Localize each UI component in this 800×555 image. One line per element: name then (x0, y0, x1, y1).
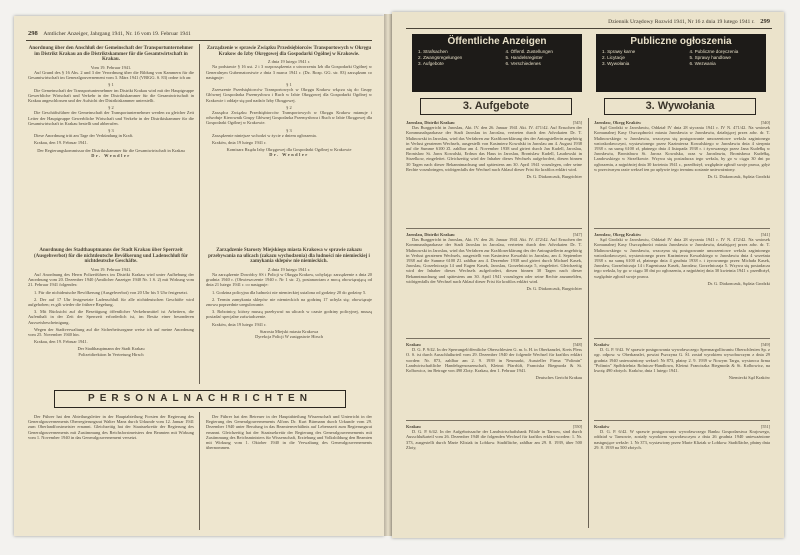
index-item: 5. Handelsregister (505, 55, 543, 60)
notice-number: [549] (760, 342, 770, 347)
right-page-header (408, 18, 770, 25)
public-notices-box-de (412, 34, 582, 92)
left-page-header (28, 30, 191, 37)
box-title: Öffentliche Anzeigen (447, 36, 547, 47)
notice-signature: Deutsches Gericht Krakau (535, 375, 582, 381)
paragraph: Auf Grund des § 16 Abs. 2 und 3 der Verordnung über die Bildung von Kammern für die Gesamtwirtschaft im Generalgouvernement vom 3. März 1941 (VBlGG. S. 83) ordne ich an: (28, 69, 194, 81)
paragraph: Der Führer hat den Betreuer in der Hauptabteilung Wissenschaft und Unterricht in der Regierung des Generalgouvernements Alfons Dr. Kurt Bürmann durch Urkunde vom 29. Dezember 1940 unter Berufung in das Beamtenverhältnis auf Lebenszeit zum Regierungsrat ernannt. Gleichzeitig hat der Staatssekretär der Regierung des Generalgouvernements mit Zustimmung des Reichsministers für Wissenschaft, Erziehung und Volksbildung den Beamten mit Wirkung vom 1. Oktober 1940 in die Verwaltung des Generalgouvernements übernommen. (206, 414, 372, 451)
ordinance-date: Vom 19. Februar 1941. (90, 266, 132, 272)
right-page (392, 12, 784, 538)
notice-court: Jarosław, Okręg Kraków (594, 232, 642, 237)
place-date: Kraków, dnia 19 lutego 1941 r. (212, 140, 267, 146)
ordinance-date: Z dnia 19 lutego 1941 r. (267, 266, 311, 272)
signature-office: Komisarz Rządu Izby Okręgowej dla Gospodarki Ogólnej w Krakowie (226, 147, 352, 153)
notice-entry (594, 342, 770, 421)
index-item: 2. Licytacje (602, 55, 625, 60)
header-rule (26, 40, 372, 41)
ordinance-title: Anordnung des Stadthauptmanns der Stadt Krakau über Sperrzeit (Ausgehverbot) für die nichtdeutsche Bevölkerung und Ladenschluß für nichtdeutsche Geschäfte. (34, 248, 188, 265)
index-item: 6. Verschiedenes (505, 61, 541, 66)
notice-court: Jarosław, Okręg Kraków (594, 120, 642, 125)
signature-office: Der Regierungskommissar der Distriktskammer für die Gesamtwirtschaft in Krakau (37, 147, 185, 153)
signature-name: Dr. Wendler (269, 152, 309, 158)
notice-text: D. G. P. 6/42. In der Aufgebotssache der Landwirtschaftsbank Filiale in Tarnow, sind durch Ausschlußurteil vom 26. Dezember 1940 die folgenden Wechsel für kraftlos erklärt worden: 1. Nr. 373, ausgestellt durch Marie Klisiak in Lobkow. Stadtfläche, zahlbar am 29. 8. 1939, über 500 Zloty, (406, 429, 582, 450)
notice-text: D. G. P. 6/42. W sprawie postępowania wywoławczego Banku Gospodarstwa Krajowego, oddział w Tarnowie, zostały wyrokiem wywoławczym z dnia 26 grudnia 1940 unieważnione następujące weksle: 1. Nr 373, wystawiony przez Marie Kliziak w Lobkow. Stadtfläche, płatny dnia 29. 8. 1939 na 500 złotych. (594, 429, 770, 450)
ordinance-chamber-pl (206, 44, 372, 242)
column-divider (199, 44, 200, 384)
section-mark: § 2 (286, 104, 292, 110)
notice-court: Jaroslau, Distrikt Krakau (406, 120, 455, 125)
wywolania-column (594, 120, 770, 528)
paragraph: Wegen der Stadtverwaltung auf die Sicherheitsorgane weise ich auf meine Anordnung vom 25. November 1940 hin. (28, 326, 194, 338)
paragraph: Die Geschäftsführer der Gemeinschaft der Transportunternehmer werden zu gleicher Zeit Leiter der Hauptgruppe Gewerbliche Wirtschaft und Verkehr in der Distriktskammer für die Gesamtwirtschaft in Krakau bestellt und abberufen. (28, 110, 194, 126)
right-header-title: Dziennik Urzędowy Rozwid 1941, Nr 16 z dnia 19 lutego 1941 r. (608, 19, 755, 25)
header-rule (406, 28, 772, 29)
notice-entry (594, 232, 770, 339)
paragraph: Zarządzenie niniejsze wchodzi w życie z dniem ogłoszenia. (212, 132, 317, 138)
section-title-wywolania: 3. Wywołania (604, 98, 756, 115)
ordinance-curfew-pl (206, 246, 372, 384)
signature-office: Starosta Miejski miasta Krakowa (259, 328, 319, 334)
index-item: 3. Wywołania (602, 61, 630, 66)
notice-entry (406, 120, 582, 229)
paragraph: Die Gemeinschaft der Transportunternehmer im Distrikt Krakau wird mit der Hauptgruppe Gewerbliche Wirtschaft und Verkehr in der Distriktskammer für die Gesamtwirtschaft in Krakau angeschlossen und der Aufsicht der Distriktskammer unterstellt. (28, 87, 194, 103)
place-date: Krakau, den 19. Februar 1941. (34, 140, 88, 146)
section-mark: § 2 (108, 105, 114, 111)
ordinance-title: Anordnung über den Anschluß der Gemeinschaft der Transportunternehmer im Distrikt Krakau an die Distriktskammer für die Gesamtwirtschaft in Krakau. (28, 46, 194, 63)
column-divider (588, 118, 589, 528)
notice-court: Jaroslau, Distrikt Krakau (406, 232, 455, 237)
index-item: 1. Sprawy karne (602, 49, 636, 54)
notice-text: Sąd Grodzki w Jarosławiu, Oddział IV dnia 28 stycznia 1941 r. IV N. 472/42. Na wniosek Komunalnej Kasy Oszczędności miasta Jarosławia w Jarosławiu, działającej przez adw. dr. T. Malinowskiego w Jarosławiu, wszczyna się postępowanie umorzeniowe weksla zaginionego wnioskodawczyni, wystawionego przez Kazimierza Kowalskiego w Jarosławiu dnia 4 września 1938 r. na sumę 6100 zł, płatnego dnia 4 grudnia 1938 r. i żyrowanego przez Michała Kasek, Jarosław, Gorzelniczaja 14 i Eugeniusza Kasek, Jarosław, Gorzelniczaja 5. Wzywa się posiadacza tego weksla, by go w ciągu 30 dni po ogłoszeniu, a najpóźniej dnia 30 kwietnia 1941 r. przedłożył, względnie zgłosił swoje prawa. (594, 237, 770, 279)
index-item: 2. Zwangsregelungen (418, 55, 463, 60)
section-mark: § 3 (108, 128, 114, 134)
notice-signature: Dr. G. Diakonczuk, Burgrichter (526, 174, 582, 180)
box-title: Publiczne ogłoszenia (630, 36, 732, 47)
index-item: 1. Strafsachen (418, 49, 448, 54)
paragraph: 2. Der auf 17 Uhr festgesetzte Ladenschluß für alle nichtdeutschen Geschäfte wird aufgehoben; es gilt wieder die frühere Regelung. (28, 296, 194, 307)
index-item: 4. Öffentl. Zustellungen (505, 49, 553, 54)
notice-text: Sąd Grodzki w Jarosławiu, Oddział IV dnia 28 stycznia 1941 r. IV N. 471/42. Na wniosek Komunalnej Kasy Oszczędności miasta Jarosławia w Jarosławiu, działającej przez adw. dr. T. Malinowskiego w Jarosławiu, wszczyna się postępowanie umorzeniowe weksla zaginionego wnioskodawczyni, wystawionego przez Kazimierza Kowalskiego w Jarosławiu dnia 4 sierpnia 1938 r. na sumę 6100 zł, płatnego dnia 4 listopada 1938 r. i żyrowanego przez Jana Kudełkę w Jarosławiu, Bronisława St. Jarosz Kowalska, oraz w Jarosławiu, Bronisława Kudełkę, Landowskiego w Strzelkowie. Wzywa się posiadacza tego weksla, by go w ciągu 30 dni po ogłoszeniu, a najpóźniej dnia 30 kwietnia 1941 r., przedłożył, względnie zgłosił swoje prawa, gdyż w przeciwnym razie weksel ten po upływie tego terminu zostanie unieważniony. (594, 125, 770, 172)
aufgebote-column (406, 120, 582, 528)
public-notices-box-pl (596, 34, 766, 92)
notice-number: [540] (760, 120, 770, 125)
index-item: 6. Wezwania (689, 61, 716, 66)
section-mark: § 1 (286, 82, 292, 87)
notice-signature: Dr. G. Diakonczuk, Sędzia Grodzki (707, 174, 770, 180)
personal-notice-2 (206, 414, 372, 530)
paragraph: Na podstawie § 16 ust. 2 i 3 rozporządzenia o utworzeniu Izb dla Gospodarki Ogólnej w Generalnym Gubernatorstwie z dnia 3 marca 1941 r. (Dz. Rozp. GG. str. 83) zarządzam co następuje: (206, 64, 372, 80)
banner-title: PERSONALNACHRICHTEN (88, 393, 312, 404)
place-date: Krakau, den 19. Februar 1941. (34, 339, 88, 345)
box-index (412, 49, 582, 67)
ordinance-title: Zarządzenie Starosty Miejskiego miasta Krakowa w sprawie zakazu przebywania na ulicach (zakazu wychodzenia) dla ludności nie niemieckiej i zamykania sklepów nie niemieckich. (208, 248, 370, 265)
paragraph: 2. Termin zamykania sklepów nie niemieckich na godzinę 17 uchyla się; obowiązuje znowu poprzednie uregulowanie. (206, 296, 372, 307)
notice-entry (406, 342, 582, 421)
paragraph: 1. Godzina policyjna dla ludności nie niemieckiej ustalona od godziny 20 do godziny 5. (212, 289, 367, 295)
signature-name: Polizeidirektion In Vertretung Hirsch (78, 351, 144, 357)
index-item: 3. Aufgebote (418, 61, 444, 66)
place-date: Kraków, dnia 19 lutego 1941 r. (212, 321, 267, 327)
ordinance-curfew-de (28, 246, 194, 384)
paragraph: Zrzeszenie Przedsiębiorców Transportowych w Okręgu Krakow włącza się do Grupy Głównej Gospodarka Przemysłowa i Ruch w Izbie Okręgowej dla Gospodarki Ogólnej w Krakowie i oddaje się pod nadzór Izby Okręgowej. (206, 87, 372, 103)
personalnachrichten-banner (54, 390, 346, 408)
left-page (14, 16, 384, 536)
paragraph: 3. Robotnicy, którzy muszą przebywać na ulicach w czasie godziny policyjnej, muszą posiadać specjalne zaświadczenie. (206, 309, 372, 320)
notice-entry (594, 424, 770, 524)
signature-office: Der Stadthauptmann der Stadt Krakau (77, 346, 145, 352)
notice-signature: Dr. G. Diakonczuk, Sędzia Grodzki (707, 280, 770, 286)
signature-name: Dr. Wendler (91, 152, 131, 158)
paragraph: 1. Für die nichtdeutsche Bevölkerung (Ausgehverbot) von 20 Uhr bis 5 Uhr festgesetzt. (34, 289, 188, 295)
paragraph: Diese Anordnung tritt am Tage der Verkündung in Kraft. (34, 133, 134, 139)
notice-court: Kraków (594, 342, 610, 347)
notice-court: Kraków (594, 424, 610, 429)
left-page-number: 298 (28, 30, 38, 37)
section-mark: § 3 (286, 127, 292, 133)
ordinance-title: Zarządzenie w sprawie Związku Przedsiębiorców Transportowych w Okręgu Krakow do Izby Okręgowej dla Gospodarki Ogólnej w Krakowie. (206, 46, 372, 57)
notice-signature: Dr. G. Diakonczuk, Burgrichter (526, 286, 582, 292)
paragraph: Zarządca Związku Przedsiębiorców Transportowych w Okręgu Krakow mianuje i odwołuje Kierownik Grupy Głównej Gospodarka Przemysłowa i Ruch w Izbie Okręgowej dla Gospodarki Ogólnej w Krakowie. (206, 110, 372, 126)
notice-court: Krakau (406, 342, 421, 347)
personal-notice-1 (28, 414, 194, 530)
ordinance-date: Vom 19. Februar 1941. (90, 64, 132, 70)
notice-number: [547] (572, 232, 582, 237)
notice-number: [551] (760, 424, 770, 429)
notice-number: [548] (572, 342, 582, 347)
notice-text: Das Burggericht in Jaroslau, Akt. IV. den 26. Januar 1941 Akt. IV. 472/42. Auf Ersuchen der Kommunalsparkasse der Stadt Jaroslau in Jaroslau, vertreten durch den Advokaten Dr. T. Malinowski in Jaroslau, wird das Verfahren zur Kraftloserklärung des der Antragstellerin angehörig in Verlust geratenen Wechsels, ausgestellt von Kasimierz Kowalski in Jaroslau, am 4. September 1938 auf die Summe 6100 Zl. zahlbar am 4. Dezember 1938 und giriert durch Michael Kasek, Jaroslau, Gorzelniczaja 14 und Eugen Kasek, Jaroslau, Gorzelniczaja 5, eingeleitet. Gleichzeitig wird der Inhaber dieses Wechsels aufgefordert, diesen binnen 30 Tagen nach dieser Bekanntmachung und spätestens am 30. April 1941 vorzulegen oder seine Rechte anzumelden, widrigenfalls der Wechsel nach Ablauf dieser Frist für kraftlos erklärt wird. (406, 237, 582, 284)
notice-court: Krakau (406, 424, 421, 429)
paragraph: Auf Anordnung des Herrn Polizeiführers im Distrikt Krakau wird unter Aufhebung der Anordnung vom 20. Dezember 1940 (Amtlicher Anzeiger 1940 Nr. 1 S. 2) mit Wirkung vom 21. Februar 1941 folgendes: (28, 271, 194, 288)
section-title-aufgebote: 3. Aufgebote (420, 98, 572, 115)
notice-number: [550] (572, 424, 582, 429)
ordinance-chamber-de (28, 44, 194, 242)
signature-name: Dyrekcja Policji W zastępstwie Hirsch (255, 334, 323, 340)
paragraph: 3. Mit Rücksicht auf die Beseitigung öffentlicher Verkehrsmittel ist Arbeitern, die Aufenthalt in der Zeit der Sperrzeit erforderlich ist, im Besitz einer besonderen Ausweisbescheinigung. (28, 309, 194, 325)
column-divider (199, 412, 200, 530)
right-page-number: 299 (760, 18, 770, 25)
index-item: 5. Sprawy handlowe (689, 55, 731, 60)
notice-text: D. G. P. 9/42. In der Sperrangelöffentliche Oberschlesien G. m. b. H. in Oberkanzlei, Kreis Pless O. S. ist durch Ausschlußurteil vom 29. Dezember 1940 der folgende Wechsel für kraftlos erklärt worden: Nr. 873, zahlbar am 2. 9. 1939 in Neumarkt, Aussteller Firma "Polimin" Landwirtschaftliche Handelsgenossenschaft, Kleinst Pfarrlüft, Franciska Biegmoda & St. Kolbowicz, im Betrage von 490 Zloty. Krakau, den 1. Februar 1941. (406, 347, 582, 374)
paragraph: Der Führer hat den Abteilungsleiter in der Hauptabteilung Forsten der Regierung des Generalgouvernements Oberregierungsrat Walter Manz durch Urkunde vom 12. Januar 1941 zum Oberlandforstmeister ernannt. Gleichzeitig hat der Staatssekretär der Regierung des Generalgouvernements mit Zustimmung des Reichsforstmeisters den Beamten mit Wirkung vom 1. November 1940 in das Generalgouvernement versetzt. (28, 414, 194, 440)
notice-entry (406, 232, 582, 339)
notice-text: Das Burggericht in Jaroslau, Akt. IV. den 26. Januar 1941 Akt. IV. 471/42. Auf Ersuchen der Kommunalsparkasse der Stadt Jaroslau in Jaroslau, vertreten durch den Advokaten Dr. T. Malinowski in Jaroslau, wird das Verfahren zur Kraftloserklärung des der Antragstellerin angehörig in Verlust geratenen Wechsels, ausgestellt von Kasimierz Kowalski in Jaroslau am 4. August 1938 auf die Summe 6100 Zl. zahlbar am 4. November 1938 und giriert durch Jan Kudell, Jaroslau, Bronislaw St. Jaros Kowalski, Erdrun das Haus in Jaroslau, Bronislaw Kudell, Laudowski in Strzelkow, eingeleitet. Gleichzeitig wird der Inhaber dieses Wechsels aufgefordert, diesen binnen 30 Tagen nach dieser Bekanntmachung und spätestens am 30. April 1941 vorzulegen, oder seine Rechte vorzubringen, widrigenfalls der Wechsel nach Ablauf dieser Frist für kraftlos erklärt wird. (406, 125, 582, 172)
index-item: 4. Publiczne doręczenia (689, 49, 739, 54)
notice-entry (406, 424, 582, 524)
notice-signature: Niemiecki Sąd Kraków (728, 375, 770, 381)
notice-number: [545] (572, 120, 582, 125)
notice-text: D. G. P. 9/42. W sprawie postępowania wywoławczego Spermargolliwaniu Oberschlesien Sp. z ogr. odpow. w Oberkanzlei, powiat Pszczyna G. Śl. został wyrokiem wywoławczym z dnia 29 grudnia 1940 unieważniony weksel: Nr 873, płatny 2. 9. 1939 w Nowym Targu, wystawca firma "Polimin" Spółdzielnia Rolniczo-Handlowa, Kleinst Franciszka Biegmoda & St. Kolbowicz, na kwotę 490 złotych. Kraków, dnia 1 lutego 1941. (594, 347, 770, 374)
notice-number: [541] (760, 232, 770, 237)
paragraph: Na zarządzenie Dowódcy SS i Policji w Okręgu Krakow, uchylając zarządzenie z dnia 20 grudnia 1940 r. (Obwieszczenie 1940 r. Nr 1 str. 2), postanawiam z mocą obowiązującą od dnia 21 lutego 1941 r. co następuje: (206, 271, 372, 288)
ordinance-date: Z dnia 19 lutego 1941 r. (267, 59, 311, 65)
section-mark: § 1 (108, 82, 114, 88)
left-header-title: Amtlicher Anzeiger, Jahrgang 1941, Nr. 16 vom 19. Februar 1941 (43, 31, 191, 37)
box-index (596, 49, 766, 67)
notice-entry (594, 120, 770, 229)
